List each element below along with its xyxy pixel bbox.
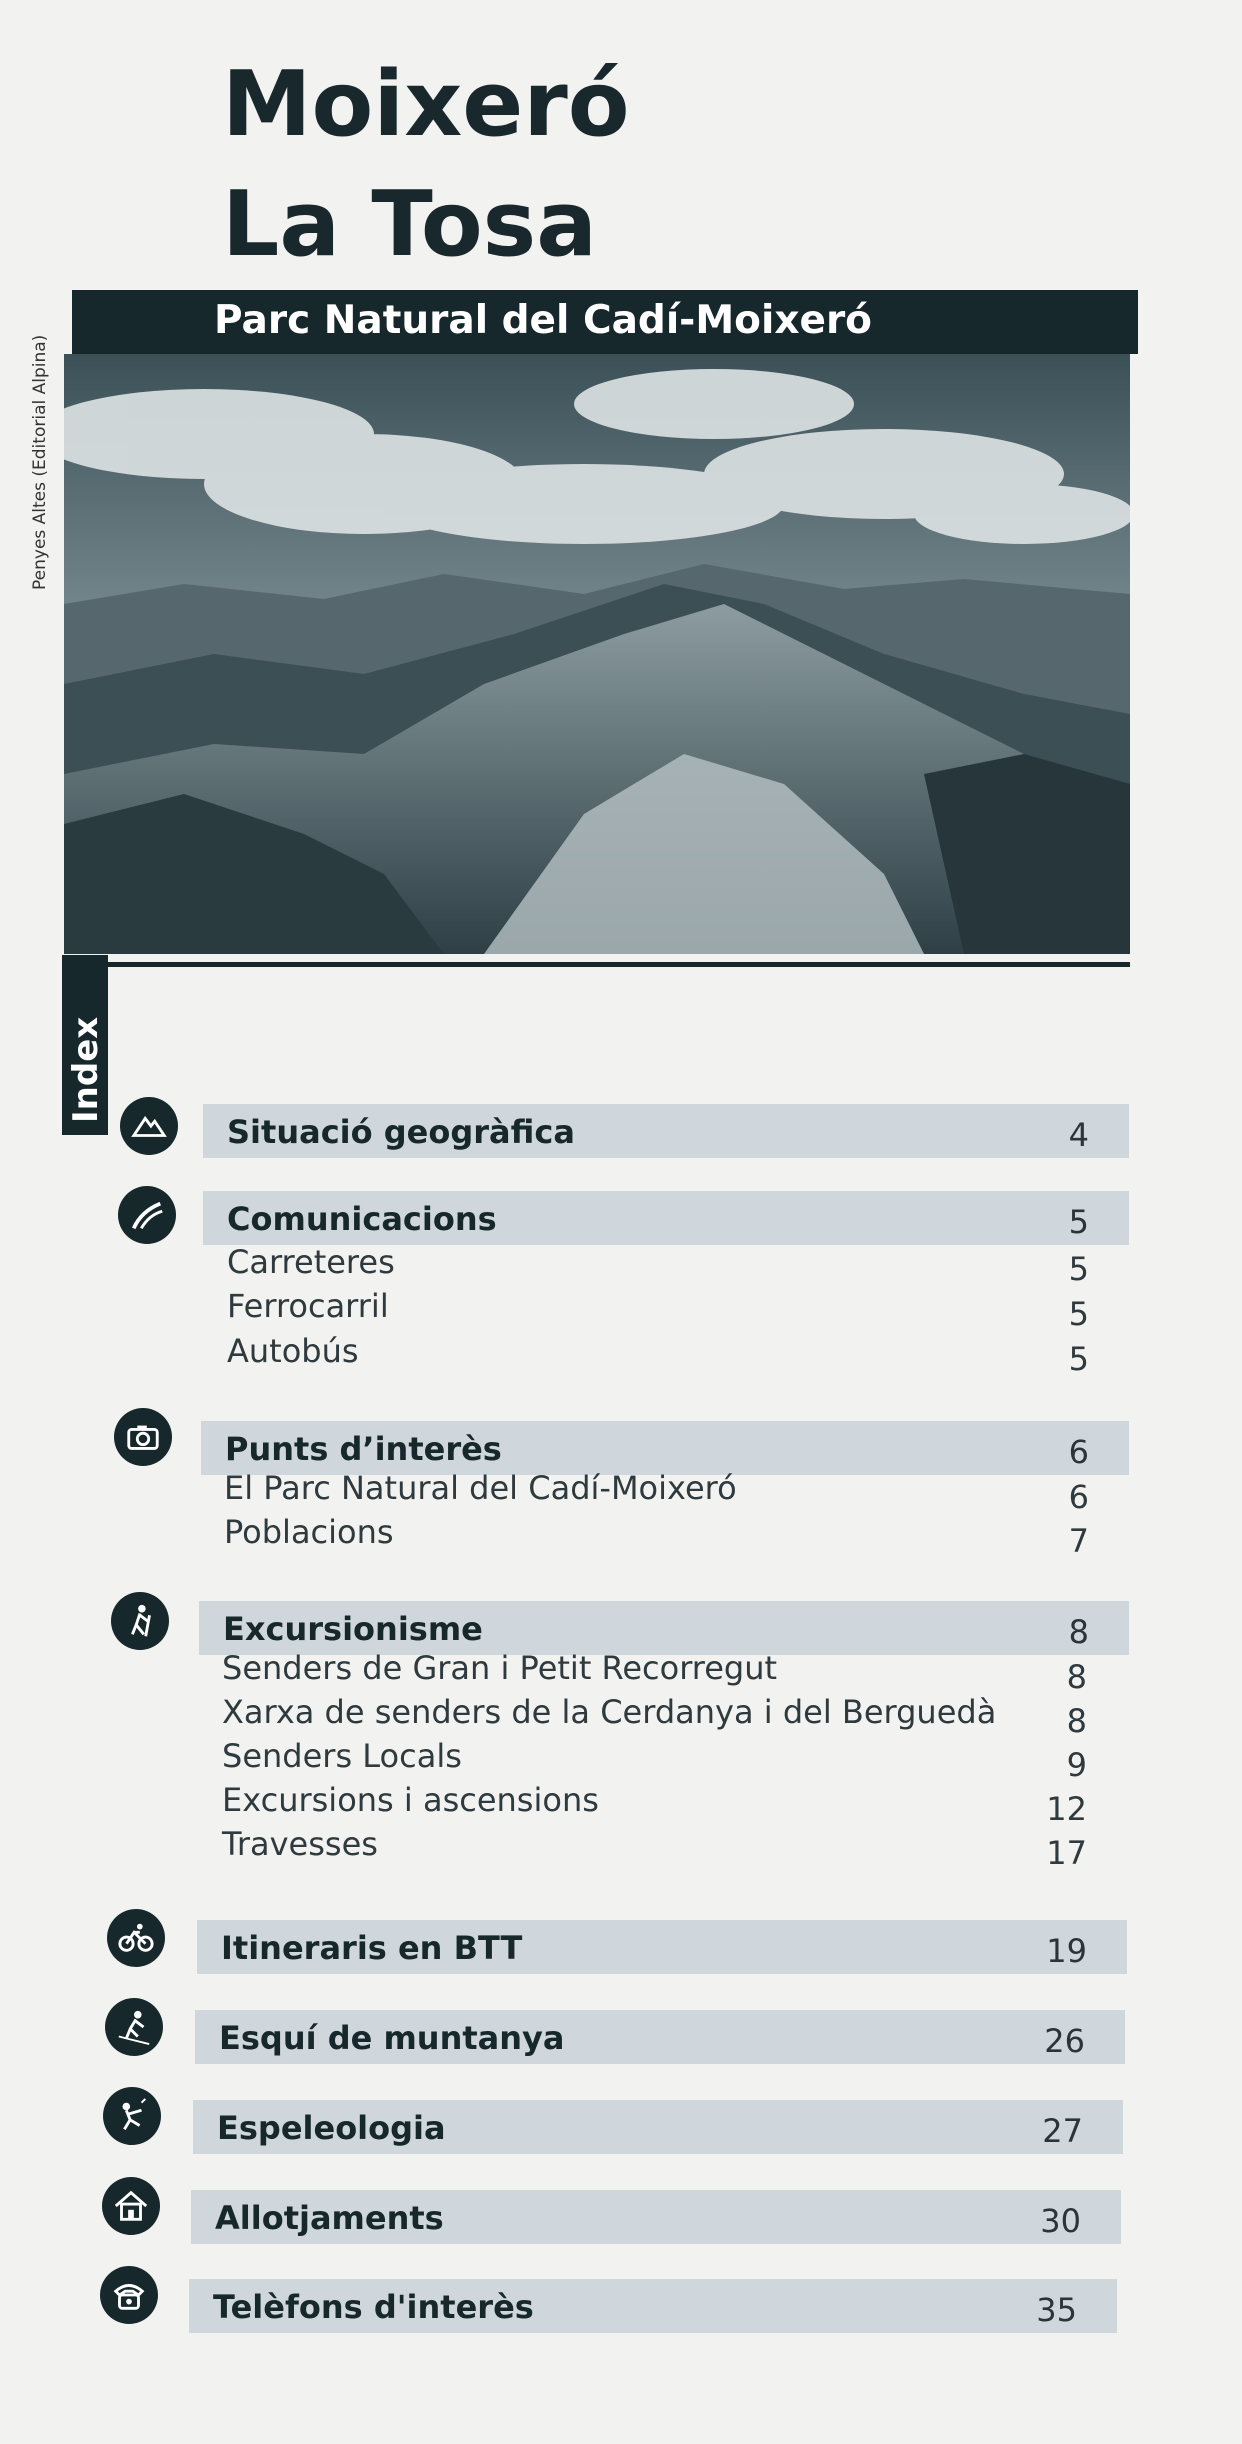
toc-item-page: 5 (1068, 1250, 1089, 1288)
toc-item-page: 6 (1068, 1478, 1089, 1516)
mountain-landscape-image (64, 354, 1130, 954)
toc-item-label[interactable]: Senders Locals (222, 1737, 462, 1775)
toc-item-page: 5 (1068, 1295, 1089, 1333)
toc-section-page: 30 (1040, 2202, 1081, 2240)
hiker-icon (111, 1592, 169, 1650)
toc-item-label[interactable]: El Parc Natural del Cadí-Moixeró (224, 1469, 737, 1507)
toc-section-label: Situació geogràfica (227, 1113, 575, 1151)
toc-item-label[interactable]: Excursions i ascensions (222, 1781, 599, 1819)
toc-section-label: Espeleologia (217, 2109, 446, 2147)
toc-item-page: 5 (1068, 1340, 1089, 1378)
mountain-icon (120, 1097, 178, 1155)
toc-section-espeleologia[interactable] (193, 2100, 1123, 2154)
toc-item-label[interactable]: Autobús (227, 1332, 359, 1370)
caver-icon (103, 2087, 161, 2145)
subtitle-bar (72, 290, 1138, 354)
toc-section-punts-interes[interactable] (201, 1421, 1129, 1475)
title-line-2: La Tosa (222, 172, 597, 277)
toc-section-page: 35 (1036, 2291, 1077, 2329)
camera-icon (114, 1408, 172, 1466)
toc-section-comunicacions[interactable] (203, 1191, 1129, 1245)
toc-item-page: 17 (1046, 1834, 1087, 1872)
bicycle-icon (107, 1909, 165, 1967)
toc-section-page: 4 (1068, 1116, 1089, 1154)
toc-section-page: 27 (1042, 2112, 1083, 2150)
toc-section-allotjaments[interactable] (191, 2190, 1121, 2244)
toc-section-label: Itineraris en BTT (221, 1929, 523, 1967)
toc-item-label[interactable]: Senders de Gran i Petit Recorregut (222, 1649, 778, 1687)
toc-section-esqui[interactable] (195, 2010, 1125, 2064)
toc-section-page: 8 (1068, 1613, 1089, 1651)
toc-section-excursionisme[interactable] (199, 1601, 1129, 1655)
toc-section-btt[interactable] (197, 1920, 1127, 1974)
photo-credit-text: Penyes Altes (Editorial Alpina) (30, 334, 50, 590)
toc-section-page: 6 (1068, 1433, 1089, 1471)
telephone-icon (100, 2266, 158, 2324)
toc-item-label[interactable]: Ferrocarril (227, 1287, 389, 1325)
toc-item-label[interactable]: Xarxa de senders de la Cerdanya i del Berguedà (222, 1693, 997, 1731)
house-icon (102, 2177, 160, 2235)
toc-item-label[interactable]: Carreteres (227, 1243, 395, 1281)
index-tab (62, 955, 108, 1135)
road-icon (118, 1186, 176, 1244)
toc-section-situacio[interactable] (203, 1104, 1129, 1158)
toc-item-page: 8 (1066, 1702, 1087, 1740)
toc-section-label: Esquí de muntanya (219, 2019, 565, 2057)
toc-section-page: 5 (1068, 1203, 1089, 1241)
toc-section-page: 26 (1044, 2022, 1085, 2060)
toc-section-label: Telèfons d'interès (213, 2288, 534, 2326)
toc-item-page: 8 (1066, 1658, 1087, 1696)
toc-item-page: 9 (1066, 1746, 1087, 1784)
toc-section-telefons[interactable] (189, 2279, 1117, 2333)
skier-icon (105, 1998, 163, 2056)
toc-section-page: 19 (1046, 1932, 1087, 1970)
toc-item-label[interactable]: Travesses (222, 1825, 378, 1863)
toc-section-label: Excursionisme (223, 1610, 483, 1648)
landscape-photo (64, 354, 1130, 954)
toc-item-page: 12 (1046, 1790, 1087, 1828)
subtitle: Parc Natural del Cadí-Moixeró (214, 298, 872, 343)
photo-rule (64, 962, 1130, 967)
toc-section-label: Allotjaments (215, 2199, 444, 2237)
photo-credit (30, 334, 60, 620)
title-line-1: Moixeró (222, 52, 630, 157)
toc-section-label: Comunicacions (227, 1200, 497, 1238)
index-label: Index (66, 1016, 106, 1123)
toc-section-label: Punts d’interès (225, 1430, 502, 1468)
toc-item-label[interactable]: Poblacions (224, 1513, 394, 1551)
toc-item-page: 7 (1068, 1522, 1089, 1560)
